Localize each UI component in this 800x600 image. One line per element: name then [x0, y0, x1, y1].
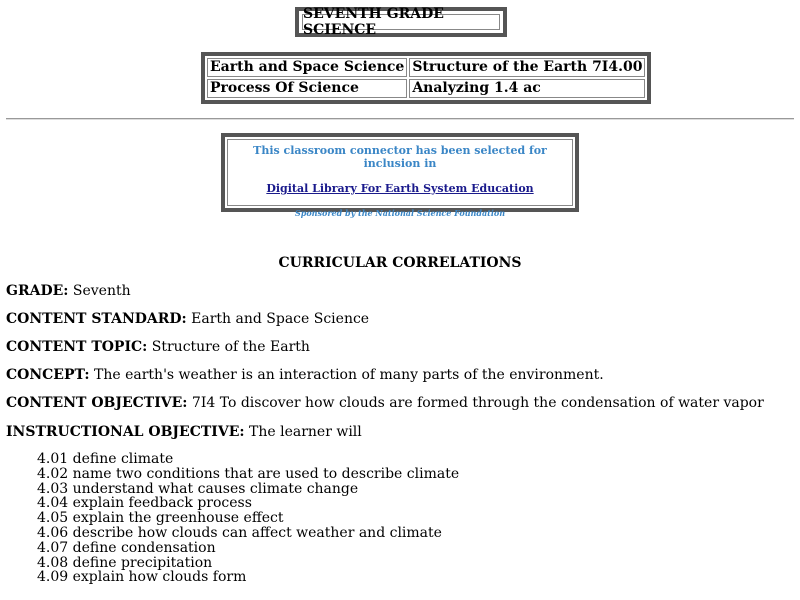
table-cell: Earth and Space Science — [207, 58, 407, 77]
field-label: CONTENT OBJECTIVE: — [6, 395, 188, 411]
field-value: Seventh — [72, 283, 131, 299]
list-item: 4.05 explain the greenhouse effect — [37, 510, 284, 527]
connector-intro-text: This classroom connector has been selected for inclusion in — [253, 144, 547, 170]
content-standard-field — [6, 311, 369, 327]
field-label: CONTENT STANDARD: — [6, 311, 187, 327]
section-heading: CURRICULAR CORRELATIONS — [278, 255, 522, 271]
horizontal-divider — [6, 118, 794, 120]
table-cell: Analyzing 1.4 ac — [409, 79, 645, 98]
standards-table — [201, 52, 651, 104]
field-label: CONTENT TOPIC: — [6, 339, 148, 355]
field-value: The learner will — [249, 424, 362, 440]
list-item: 4.08 define precipitation — [37, 554, 213, 571]
list-item: 4.03 understand what causes climate change — [37, 480, 359, 497]
table-cell: Structure of the Earth 7I4.00 — [409, 58, 645, 77]
field-label: INSTRUCTIONAL OBJECTIVE: — [6, 424, 245, 440]
list-item: 4.07 define condensation — [37, 539, 216, 556]
table-cell: Process Of Science — [207, 79, 407, 98]
table-row — [207, 58, 645, 77]
field-value: Earth and Space Science — [191, 311, 370, 327]
list-item: 4.06 describe how clouds can affect weather and climate — [37, 524, 442, 541]
page-title: SEVENTH GRADE SCIENCE — [302, 14, 500, 30]
field-value: Structure of the Earth — [151, 339, 310, 355]
page-title-box — [295, 7, 507, 37]
list-item: 4.02 name two conditions that are used to describe climate — [37, 465, 460, 482]
list-item: 4.01 define climate — [37, 451, 174, 467]
sponsor-text: Sponsored by the National Science Foundation — [294, 208, 506, 218]
table-row — [207, 79, 645, 98]
classroom-connector-box — [221, 133, 579, 218]
field-value: The earth's weather is an interaction of many parts of the environment. — [94, 367, 604, 383]
list-item: 4.04 explain feedback process — [37, 495, 252, 512]
connector-inner — [227, 139, 573, 218]
dlese-link[interactable]: Digital Library For Earth System Education — [266, 182, 534, 195]
objectives-list — [37, 452, 459, 585]
concept-field — [6, 367, 604, 383]
field-label: CONCEPT: — [6, 367, 90, 383]
field-value: 7I4 To discover how clouds are formed through the condensation of water vapor — [191, 395, 764, 411]
field-label: GRADE: — [6, 283, 69, 299]
content-topic-field — [6, 339, 310, 355]
content-objective-field — [6, 395, 764, 411]
instructional-objective-field — [6, 424, 362, 440]
list-item: 4.09 explain how clouds form — [37, 569, 247, 586]
grade-field — [6, 283, 131, 299]
